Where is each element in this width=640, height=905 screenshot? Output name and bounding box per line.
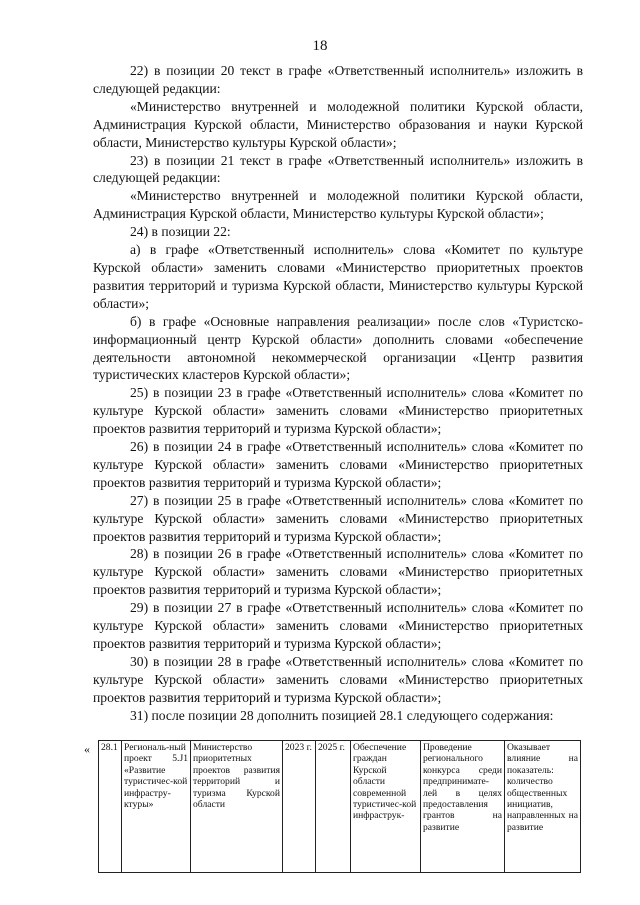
cell-activities: Проведение регионального конкурса среди предпринимате-лей в целях предоставления грантов на развитие [421, 741, 505, 873]
paragraph-22: 22) в позиции 20 текст в графе «Ответственный исполнитель» изложить в следующей редакции: [93, 63, 583, 96]
paragraph-23-quote: «Министерство внутренней и молодежной политики Курской области, Администрация Курской области, Министерство культуры Курской области»; [93, 188, 583, 222]
cell-goal: Обеспечение граждан Курской области современной туристичес-кой инфраструк- [351, 741, 421, 873]
cell-project: Региональ-ный проект 5.J1 «Развитие туристичес-кой инфрастру-ктуры» [122, 741, 191, 873]
table-row [98, 740, 581, 873]
paragraph-30: 30) в позиции 28 в графе «Ответственный исполнитель» слова «Комитет по культуре Курской области» заменить словами «Министерство приоритетных проектов развития территорий и туризма Курской области»; [93, 653, 583, 705]
paragraph-24-b: б) в графе «Основные направления реализации» после слов «Туристско-информационный центр Курской области» дополнить словами «обеспечение деятельности автономной некоммерческой организации «Центр развития туристических кластеров Курской области»; [93, 313, 583, 383]
paragraph-24: 24) в позиции 22: [130, 224, 231, 240]
paragraph-31: 31) после позиции 28 дополнить позицией 28.1 следующего содержания: [130, 707, 554, 723]
paragraph-25: 25) в позиции 23 в графе «Ответственный исполнитель» слова «Комитет по культуре Курской области» заменить словами «Министерство приоритетных проектов развития территорий и туризма Курской области»; [93, 385, 583, 437]
cell-indicator: Оказывает влияние на показатель: количество общественных инициатив, направленных на развитие [505, 741, 581, 873]
paragraph-24-a: а) в графе «Ответственный исполнитель» слова «Комитет по культуре Курской области» заменить словами «Министерство приоритетных проектов развития территорий и туризма Курской области, Министерство культуры Курской области»; [93, 242, 583, 311]
paragraph-28: 28) в позиции 26 в графе «Ответственный исполнитель» слова «Комитет по культуре Курской области» заменить словами «Министерство приоритетных проектов развития территорий и туризма Курской области»; [93, 546, 583, 598]
document-body [93, 62, 583, 725]
cell-number: 28.1 [99, 741, 122, 873]
open-quote: « [84, 742, 90, 756]
paragraph-27: 27) в позиции 25 в графе «Ответственный исполнитель» слова «Комитет по культуре Курской области» заменить словами «Министерство приоритетных проектов развития территорий и туризма Курской области»; [93, 492, 583, 544]
paragraph-22-quote: «Министерство внутренней и молодежной политики Курской области, Администрация Курской области, Министерство образования и науки Курской области, Министерство культуры Курской области»; [93, 98, 583, 150]
paragraph-26: 26) в позиции 24 в графе «Ответственный исполнитель» слова «Комитет по культуре Курской области» заменить словами «Министерство приоритетных проектов развития территорий и туризма Курской области»; [93, 439, 583, 490]
cell-executor: Министерство приоритетных проектов развития территорий и туризма Курской области [191, 741, 283, 873]
page-number: 18 [312, 38, 328, 54]
paragraph-23: 23) в позиции 21 текст в графе «Ответственный исполнитель» изложить в следующей редакции: [93, 152, 583, 186]
cell-start-year: 2023 г. [283, 741, 316, 873]
paragraph-29: 29) в позиции 27 в графе «Ответственный исполнитель» слова «Комитет по культуре Курской области» заменить словами «Министерство приоритетных проектов развития территорий и туризма Курской области»; [93, 600, 583, 651]
cell-end-year: 2025 г. [316, 741, 351, 873]
